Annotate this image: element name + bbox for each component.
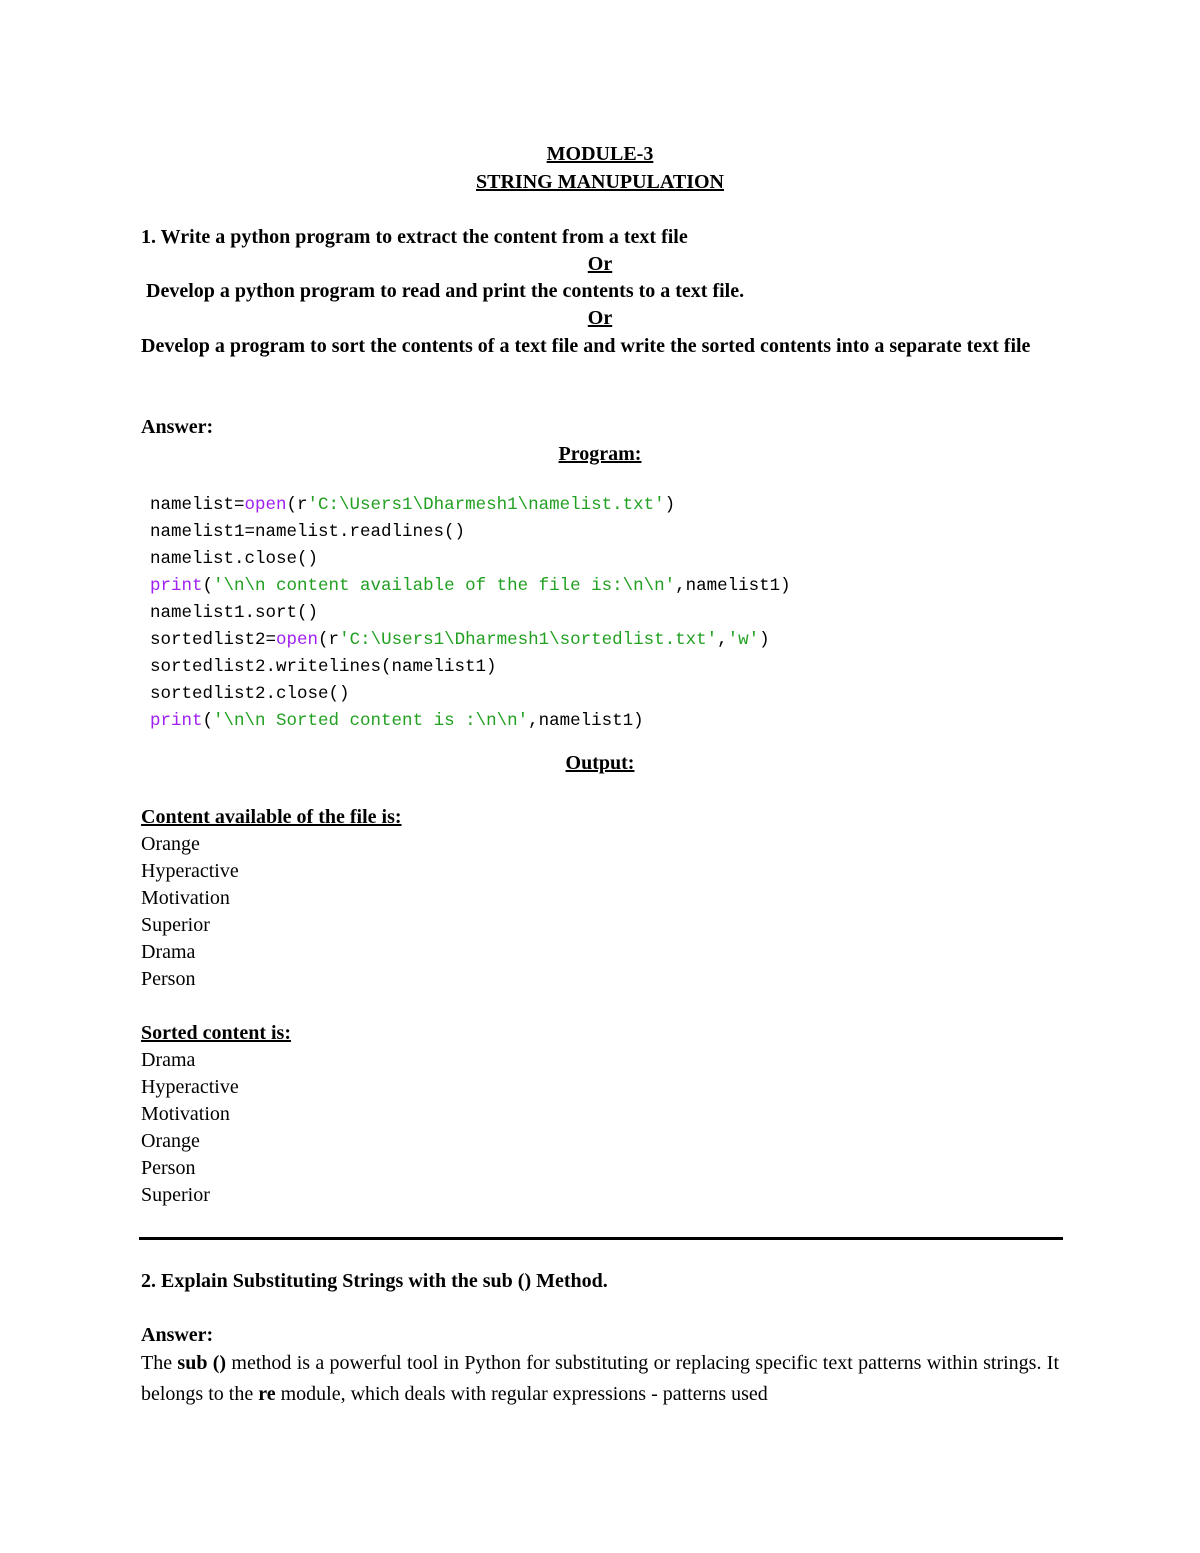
code-token: namelist= xyxy=(150,495,245,515)
content-item: Superior xyxy=(141,914,210,936)
code-token: ) xyxy=(759,630,770,650)
code-line-6 xyxy=(150,627,770,654)
code-keyword: print xyxy=(150,711,203,731)
code-string: '\n\n content available of the file is:\n\n' xyxy=(213,576,676,596)
code-token: ,namelist1) xyxy=(675,576,791,596)
code-token: ,namelist1) xyxy=(528,711,644,731)
answer-label-1: Answer: xyxy=(141,416,214,438)
module-name: re xyxy=(258,1383,276,1405)
content-item: Orange xyxy=(141,833,200,855)
module-heading: MODULE-3 xyxy=(546,143,654,165)
code-token: (r xyxy=(318,630,340,650)
code-line-4 xyxy=(150,573,791,600)
paragraph-text: module, which deals with regular expressions - patterns used xyxy=(275,1383,768,1405)
code-string: '\n\n Sorted content is :\n\n' xyxy=(213,711,529,731)
content-item: Person xyxy=(141,968,196,990)
answer-paragraph xyxy=(141,1348,1059,1410)
or-separator-2: Or xyxy=(587,307,613,329)
code-token: (r xyxy=(286,495,308,515)
sorted-item: Superior xyxy=(141,1184,210,1206)
sorted-heading: Sorted content is: xyxy=(141,1022,291,1044)
code-line-2: namelist1=namelist.readlines() xyxy=(150,522,466,542)
question-1-line-1: 1. Write a python program to extract the content from a text file xyxy=(141,226,688,248)
page-title: STRING MANUPULATION xyxy=(476,171,724,193)
paragraph-text: The xyxy=(141,1352,178,1374)
content-heading: Content available of the file is: xyxy=(141,806,402,828)
code-keyword: open xyxy=(276,630,319,650)
method-name: sub () xyxy=(177,1352,227,1374)
content-item: Hyperactive xyxy=(141,860,239,882)
paragraph-text: method is a powerful tool in Python for substituting or replacing specific text patterns within strings. It belongs to the xyxy=(141,1352,1059,1405)
question-1-line-3: Develop a program to sort the contents of a text file and write the sorted contents into a separate text file xyxy=(141,335,1031,357)
code-string: 'w' xyxy=(727,630,760,650)
code-string: 'C:\Users1\Dharmesh1\namelist.txt' xyxy=(307,495,665,515)
code-token: ( xyxy=(202,711,214,731)
code-keyword: open xyxy=(244,495,287,515)
code-token: , xyxy=(717,630,728,650)
section-divider xyxy=(139,1237,1063,1240)
question-2: 2. Explain Substituting Strings with the sub () Method. xyxy=(141,1270,608,1292)
code-line-7: sortedlist2.writelines(namelist1) xyxy=(150,657,497,677)
answer-label-2: Answer: xyxy=(141,1324,214,1346)
sorted-item: Motivation xyxy=(141,1103,230,1125)
code-line-3: namelist.close() xyxy=(150,549,319,569)
code-token: ) xyxy=(664,495,676,515)
program-label: Program: xyxy=(558,443,642,465)
sorted-item: Drama xyxy=(141,1049,196,1071)
code-keyword: print xyxy=(150,576,203,596)
sorted-item: Orange xyxy=(141,1130,200,1152)
code-token: ( xyxy=(202,576,214,596)
output-label: Output: xyxy=(565,752,635,774)
sorted-item: Hyperactive xyxy=(141,1076,239,1098)
or-separator-1: Or xyxy=(587,253,613,275)
code-line-5: namelist1.sort() xyxy=(150,603,319,623)
content-item: Drama xyxy=(141,941,196,963)
content-item: Motivation xyxy=(141,887,230,909)
code-line-9 xyxy=(150,708,644,735)
question-1-line-2: Develop a python program to read and print the contents to a text file. xyxy=(141,280,745,302)
code-line-1 xyxy=(150,492,675,519)
code-line-8: sortedlist2.close() xyxy=(150,684,350,704)
code-string: 'C:\Users1\Dharmesh1\sortedlist.txt' xyxy=(339,630,718,650)
sorted-item: Person xyxy=(141,1157,196,1179)
code-token: sortedlist2= xyxy=(150,630,277,650)
